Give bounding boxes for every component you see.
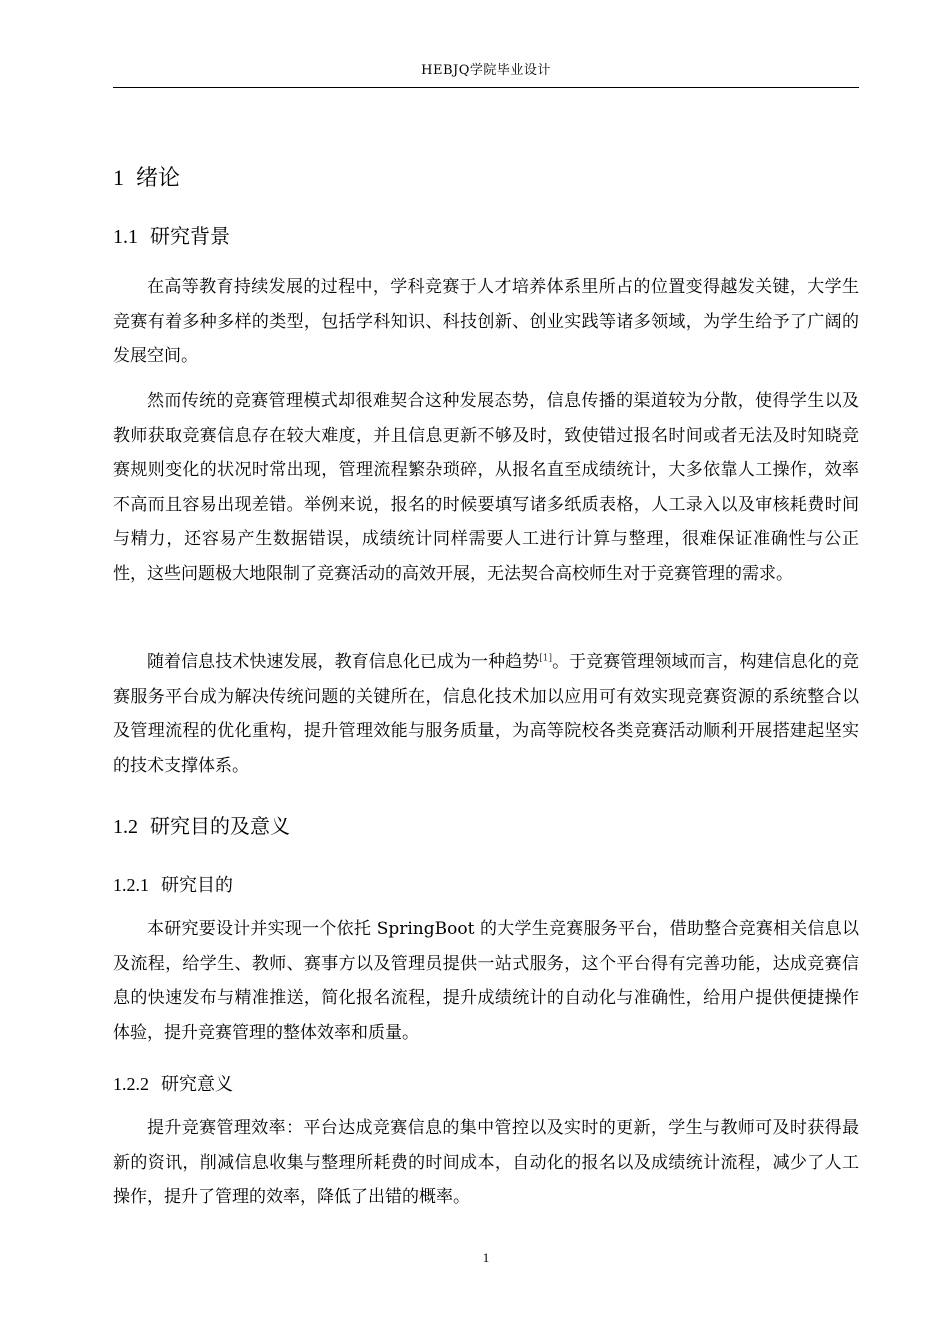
subsection-number: 1.2.2	[113, 1074, 149, 1094]
subsection-number: 1.2.1	[113, 875, 149, 895]
chapter-number: 1	[113, 165, 124, 190]
subsection-title: 研究意义	[161, 1074, 233, 1095]
citation-marker: [1]	[539, 653, 553, 664]
paragraph-background-1: 在高等教育持续发展的过程中，学科竞赛于人才培养体系里所占的位置变得越发关键，大学生竞赛有着多种多样的类型，包括学科知识、科技创新、创业实践等诸多领域，为学生给予了广阔的发展空间。	[113, 277, 859, 366]
paragraph-background-2: 然而传统的竞赛管理模式却很难契合这种发展态势，信息传播的渠道较为分散，使得学生以及教师获取竞赛信息存在较大难度，并且信息更新不够及时，致使错过报名时间或者无法及时知晓竞赛规则变化的状况时常出现，管理流程繁杂琐碎，从报名直至成绩统计，大多依靠人工操作，效率不高而且容易出现差错。举例来说，报名的时候要填写诸多纸质表格，人工录入以及审核耗费时间与精力，还容易产生数据错误，成绩统计同样需要人工进行计算与整理，很难保证准确性与公正性，这些问题极大地限制了竞赛活动的高效开展，无法契合高校师生对于竞赛管理的需求。	[113, 391, 859, 584]
header-divider	[113, 87, 859, 88]
section-title: 研究目的及意义	[150, 814, 290, 838]
page-header-title: HEBJQ学院毕业设计	[421, 63, 551, 78]
section-heading-1-2	[113, 812, 290, 841]
section-number: 1.2	[113, 816, 138, 838]
section-title: 研究背景	[150, 224, 230, 248]
paragraph-text: 。于竞赛管理领域而言，构建信息化的竞赛服务平台成为解决传统问题的关键所在，信息化技术加以应用可有效实现竞赛资源的系统整合以及管理流程的优化重构，提升管理效能与服务质量，为高等院校各类竞赛活动顺利开展搭建起坚实的技术支撑体系。	[113, 652, 860, 776]
chapter-heading	[113, 163, 180, 194]
paragraph-text: 随着信息技术快速发展，教育信息化已成为一种趋势	[147, 652, 540, 672]
paragraph-significance: 提升竞赛管理效率：平台达成竞赛信息的集中管控以及实时的更新，学生与教师可及时获得最新的资讯，削减信息收集与整理所耗费的时间成本，自动化的报名以及成绩统计流程，减少了人工操作，提升了管理的效率，降低了出错的概率。	[113, 1118, 859, 1207]
subsection-heading-1-2-1	[113, 872, 233, 899]
section-number: 1.1	[113, 226, 138, 248]
subsection-title: 研究目的	[161, 875, 233, 896]
subsection-heading-1-2-2	[113, 1071, 233, 1098]
chapter-title: 绪论	[136, 166, 181, 191]
page-number: 1	[482, 1250, 490, 1265]
paragraph-purpose: 本研究要设计并实现一个依托 SpringBoot 的大学生竞赛服务平台，借助整合竞赛相关信息以及流程，给学生、教师、赛事方以及管理员提供一站式服务，这个平台得有完善功能，达成竞赛信息的快速发布与精准推送，简化报名流程，提升成绩统计的自动化与准确性，给用户提供便捷操作体验，提升竞赛管理的整体效率和质量。	[113, 919, 859, 1043]
paragraph-background-3	[113, 645, 859, 783]
section-heading-1-1	[113, 222, 230, 251]
